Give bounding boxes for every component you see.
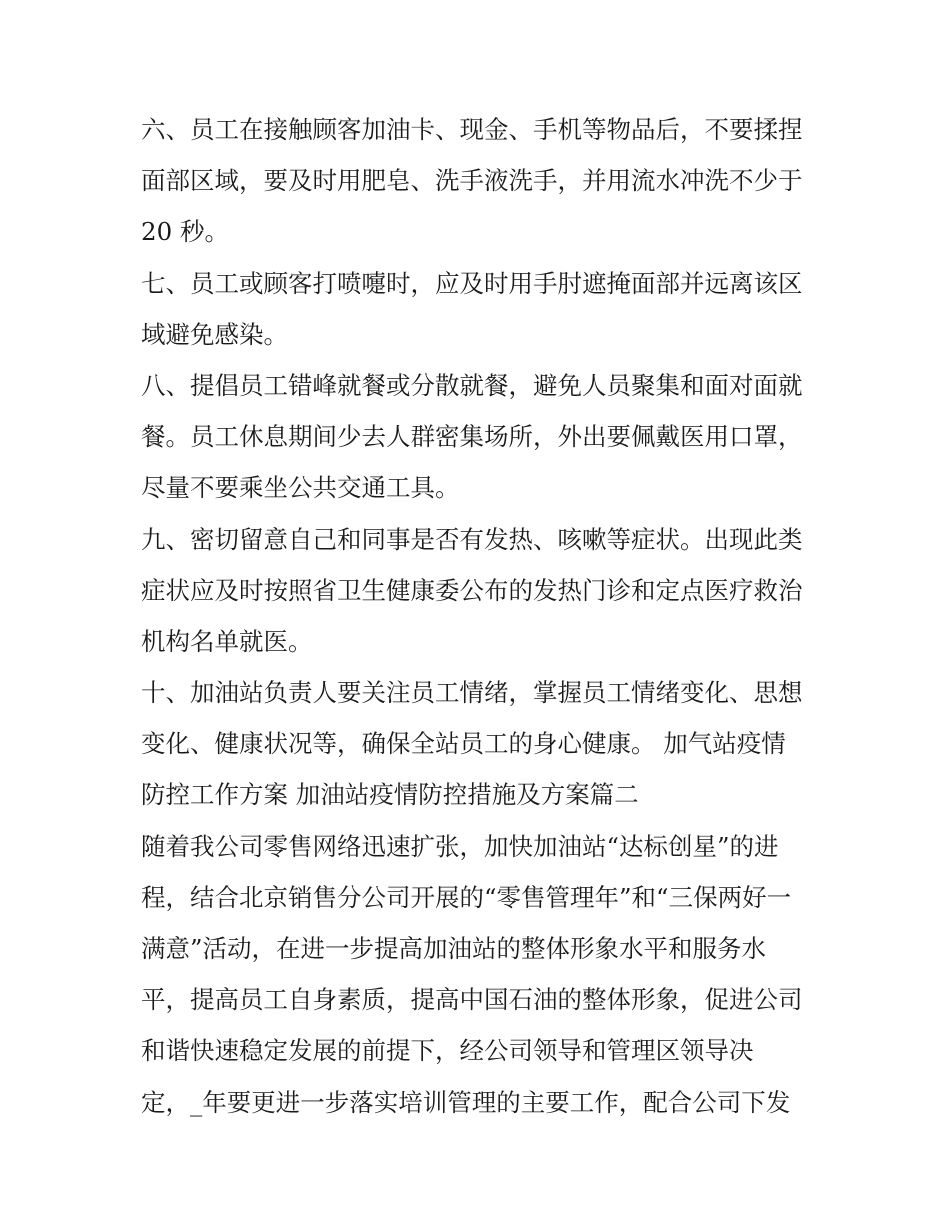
text-line: 症状应及时按照省卫生健康委公布的发热门诊和定点医疗救治 (141, 575, 803, 605)
text-line: 六、员工在接触顾客加油卡、现金、手机等物品后，不要揉捏 (141, 115, 803, 144)
text-line: 平，提高员工自身素质，提高中国石油的整体形象，促进公司 (141, 985, 803, 1015)
text-line: 面部区域，要及时用肥皂、洗手液洗手，并用流水冲洗不少于 (141, 166, 803, 196)
text-line: 20 秒。 (141, 217, 229, 247)
text-line: 十、加油站负责人要关注员工情绪，掌握员工情绪变化、思想 (141, 678, 803, 708)
text-line: 定，_年要更进一步落实培训管理的主要工作，配合公司下发 (141, 1087, 791, 1117)
text-line: 变化、健康状况等，确保全站员工的身心健康。 加气站疫情 (141, 729, 786, 759)
text-line: 七、员工或顾客打喷嚏时，应及时用手肘遮掩面部并远离该区 (141, 268, 803, 298)
text-line: 程，结合北京销售分公司开展的“零售管理年”和“三保两好一 (141, 882, 792, 912)
text-line: 域避免感染。 (141, 319, 288, 349)
text-line: 防控工作方案 加油站疫情防控措施及方案篇二 (141, 780, 639, 810)
text-line: 尽量不要乘坐公共交通工具。 (141, 473, 460, 503)
document-body (141, 104, 821, 1128)
text-line: 和谐快速稳定发展的前提下，经公司领导和管理区领导决 (141, 1036, 754, 1066)
text-line: 满意”活动，在进一步提高加油站的整体形象水平和服务水 (141, 934, 767, 963)
text-line: 机构名单就医。 (141, 626, 313, 656)
text-line: 九、密切留意自己和同事是否有发热、咳嗽等症状。出现此类 (141, 524, 803, 554)
text-line: 随着我公司零售网络迅速扩张，加快加油站“达标创星”的进 (141, 831, 779, 861)
text-line: 八、提倡员工错峰就餐或分散就餐，避免人员聚集和面对面就 (141, 370, 803, 400)
text-line: 餐。员工休息期间少去人群密集场所，外出要佩戴医用口罩， (141, 422, 803, 452)
